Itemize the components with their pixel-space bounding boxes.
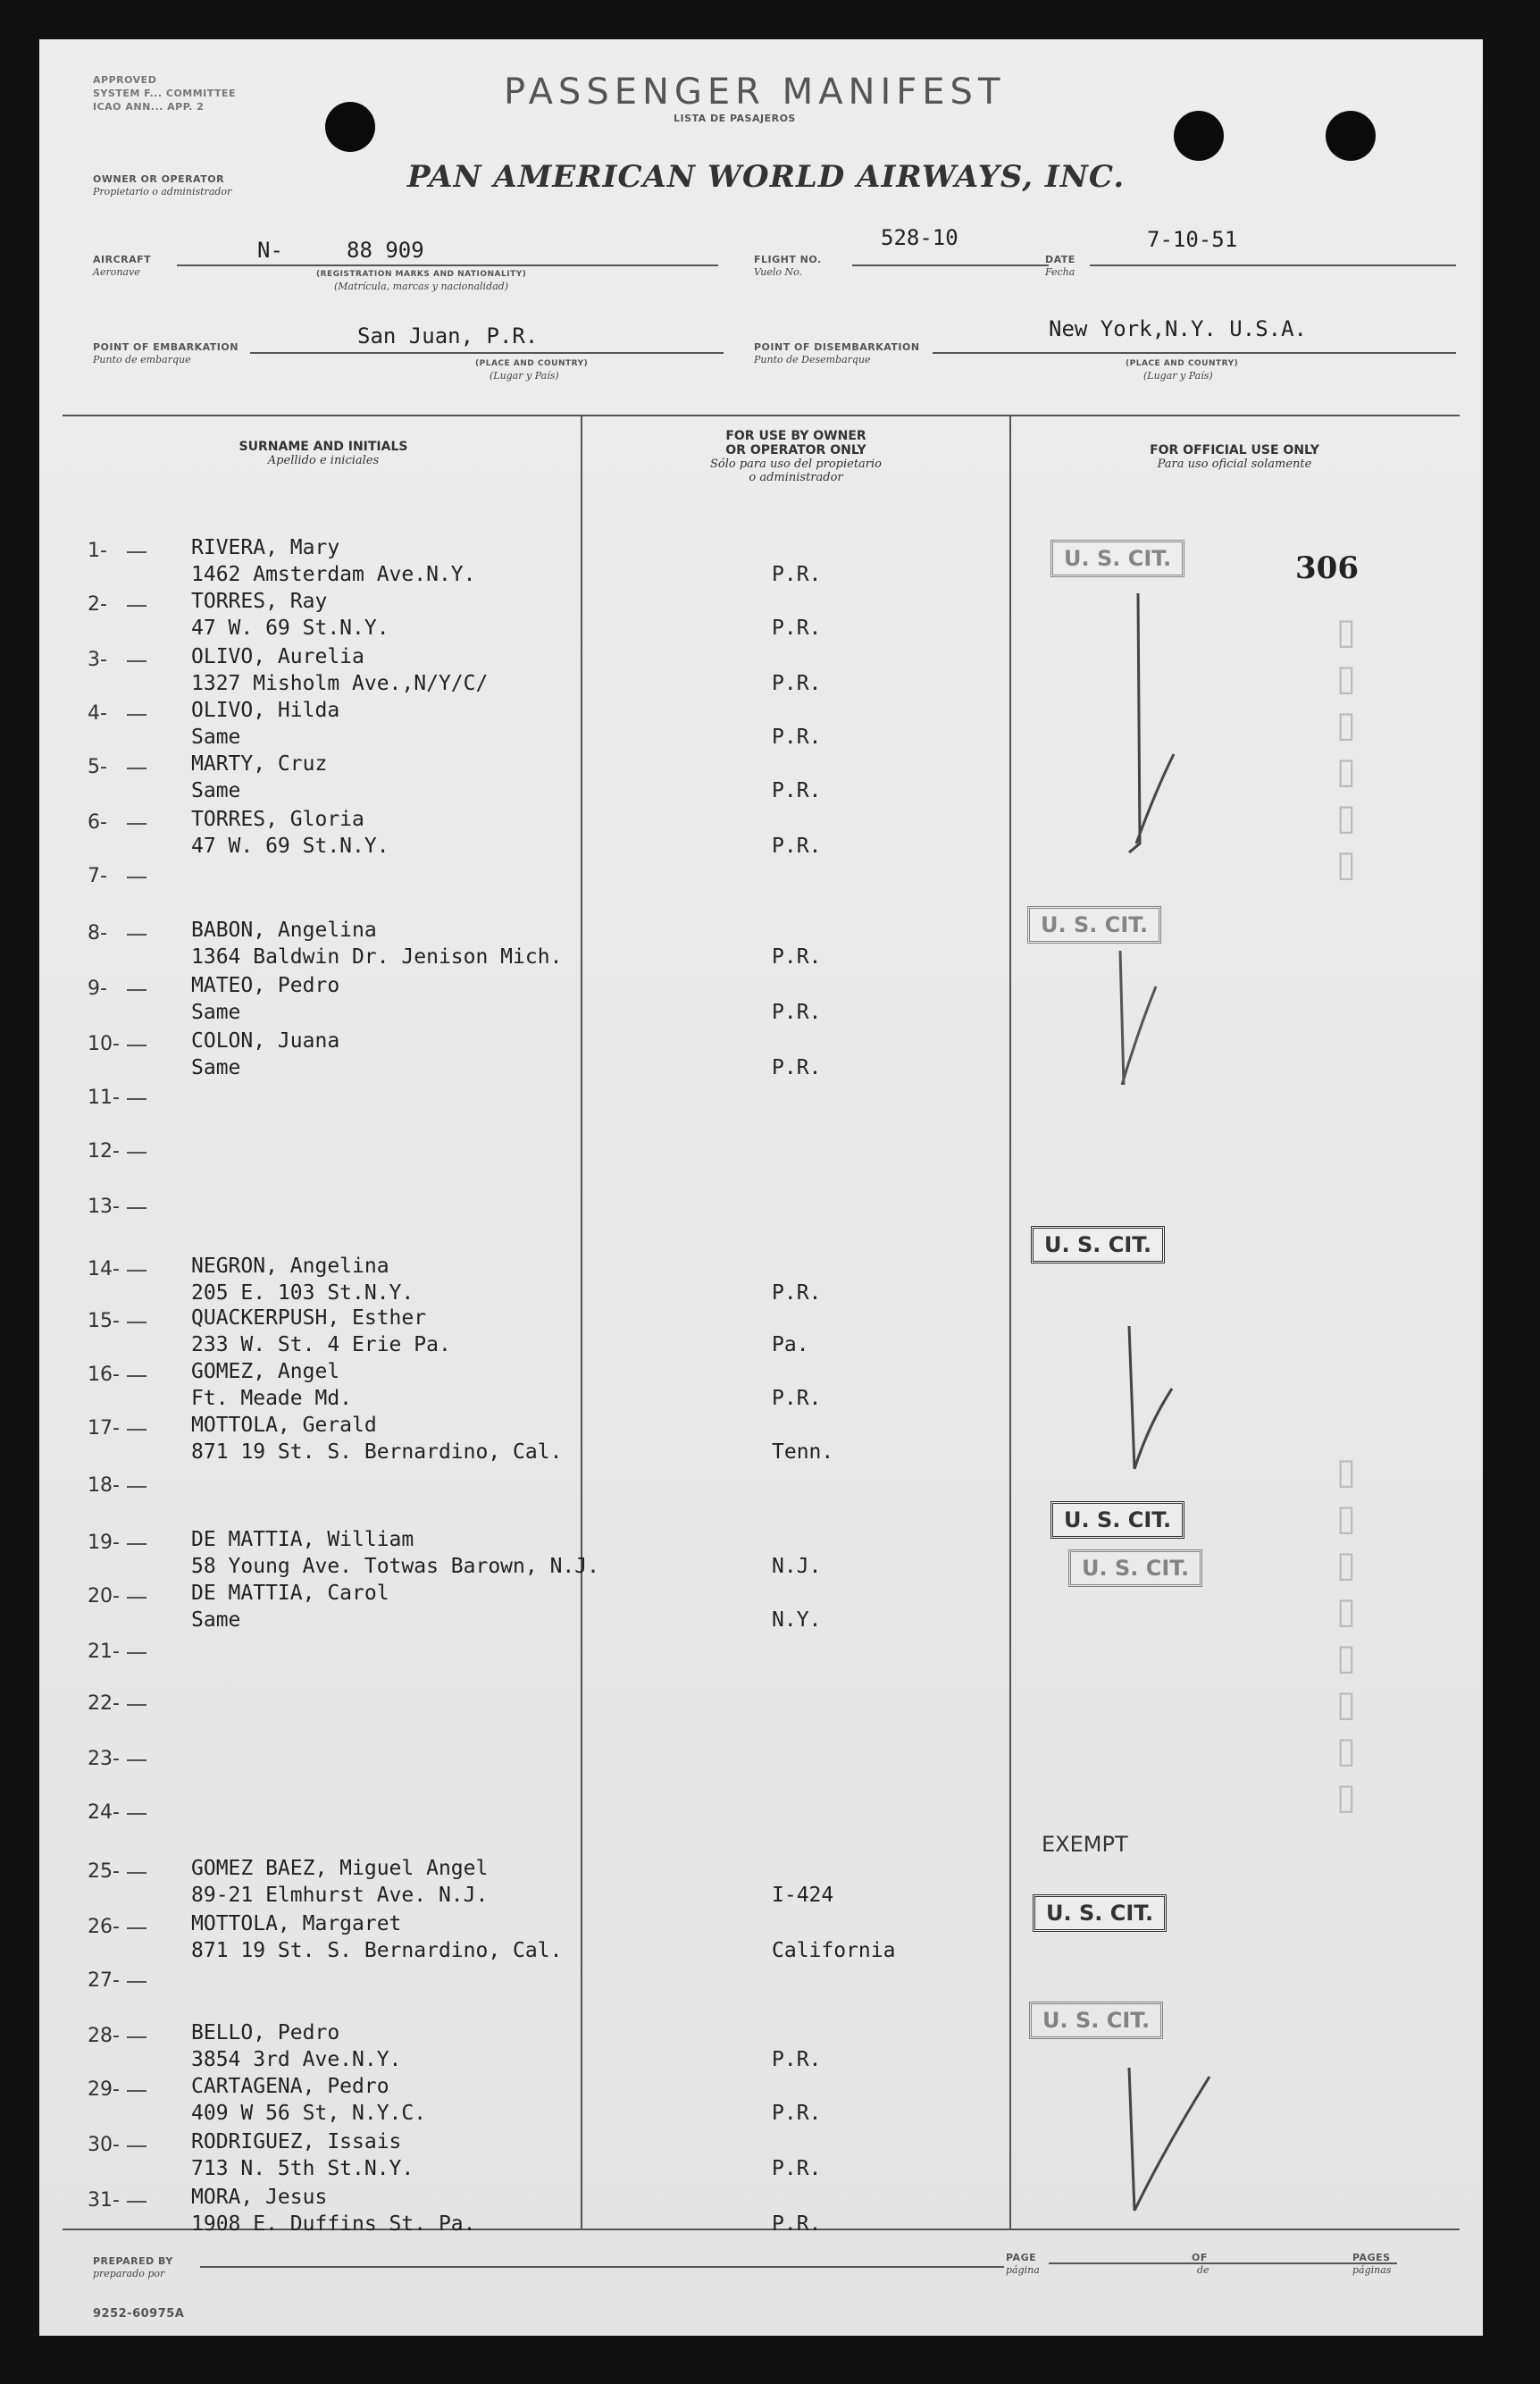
date-value: 7-10-51 bbox=[1147, 227, 1238, 252]
row-number: 15- bbox=[88, 1310, 141, 1332]
exempt-note: EXEMPT bbox=[1042, 1832, 1128, 1857]
column-header-label: FOR USE BY OWNER bbox=[725, 429, 866, 443]
page-label: PAGE bbox=[1006, 2252, 1037, 2263]
passenger-address: Same bbox=[191, 779, 241, 802]
embark-value: San Juan, P.R. bbox=[357, 323, 539, 348]
passenger-name: BABON, Angelina bbox=[191, 919, 377, 942]
passenger-name: QUACKERPUSH, Esther bbox=[191, 1306, 427, 1330]
row-number: 18- bbox=[88, 1474, 141, 1497]
row-number: 16- bbox=[88, 1364, 141, 1386]
check-mark bbox=[1067, 2041, 1218, 2229]
column-header-label: SURNAME AND INITIALS bbox=[239, 440, 408, 454]
aircraft-value: 88 909 bbox=[347, 238, 424, 263]
approval-note bbox=[93, 73, 236, 113]
us-citizen-stamp: U. S. CIT. bbox=[1027, 906, 1161, 944]
row-number: 1- bbox=[88, 540, 141, 562]
operator-note: N.Y. bbox=[772, 1608, 822, 1632]
page-label-es: página bbox=[1006, 2264, 1040, 2276]
us-citizen-stamp: U. S. CIT. bbox=[1068, 1549, 1202, 1587]
row-number: 6- bbox=[88, 811, 141, 834]
aircraft-label-es: Aeronave bbox=[93, 266, 140, 278]
row-number: 30- bbox=[88, 2134, 141, 2156]
passenger-name: BELLO, Pedro bbox=[191, 2021, 340, 2044]
flight-label: FLIGHT NO. bbox=[754, 254, 822, 265]
passenger-address: Same bbox=[191, 1001, 241, 1024]
row-number: 23- bbox=[88, 1748, 141, 1770]
passenger-name: MOTTOLA, Gerald bbox=[191, 1414, 377, 1437]
operator-note: I-424 bbox=[772, 1884, 834, 1907]
passenger-address: 3854 3rd Ave.N.Y. bbox=[191, 2048, 402, 2071]
operator-note: P.R. bbox=[772, 945, 822, 969]
passenger-address: 47 W. 69 St.N.Y. bbox=[191, 835, 389, 858]
row-number: 26- bbox=[88, 1916, 141, 1938]
operator-note: P.R. bbox=[772, 672, 822, 695]
passenger-address: 89-21 Elmhurst Ave. N.J. bbox=[191, 1884, 489, 1907]
page-title: PASSENGER MANIFEST bbox=[504, 71, 1006, 113]
prepared-label-es: preparado por bbox=[93, 2268, 165, 2279]
row-number: 9- bbox=[88, 978, 141, 1000]
row-number: 11- bbox=[88, 1087, 141, 1109]
passenger-address: 47 W. 69 St.N.Y. bbox=[191, 617, 389, 640]
us-citizen-stamp: U. S. CIT. bbox=[1031, 1226, 1165, 1263]
embark-label: POINT OF EMBARKATION bbox=[93, 341, 239, 353]
aircraft-label: AIRCRAFT bbox=[93, 254, 152, 265]
passenger-name: RODRIGUEZ, Issais bbox=[191, 2130, 402, 2153]
us-citizen-stamp: U. S. CIT. bbox=[1033, 1894, 1167, 1932]
operator-note: P.R. bbox=[772, 1001, 822, 1024]
approval-line: SYSTEM F... COMMITTEE bbox=[93, 88, 237, 99]
punch-hole bbox=[1174, 111, 1224, 161]
disembark-label-es: Punto de Desembarque bbox=[754, 354, 871, 365]
row-number: 7- bbox=[88, 865, 141, 887]
passenger-address: 409 W 56 St, N.Y.C. bbox=[191, 2102, 427, 2125]
passenger-address: 871 19 St. S. Bernardino, Cal. bbox=[191, 1440, 563, 1464]
approval-line: ICAO ANN... APP. 2 bbox=[93, 101, 205, 113]
passenger-address: Same bbox=[191, 1608, 241, 1632]
date-label: DATE bbox=[1045, 254, 1075, 265]
operator-note: P.R. bbox=[772, 617, 822, 640]
owner-value: PAN AMERICAN WORLD AIRWAYS, INC. bbox=[407, 159, 1126, 195]
passenger-address: 233 W. St. 4 Erie Pa. bbox=[191, 1333, 451, 1356]
disembark-note-es: (Lugar y País) bbox=[1143, 370, 1213, 382]
disembark-note: (PLACE AND COUNTRY) bbox=[1126, 359, 1239, 368]
form-number: 9252-60975A bbox=[93, 2307, 185, 2321]
passenger-address: 1327 Misholm Ave.,N/Y/C/ bbox=[191, 672, 489, 695]
passenger-name: MOTTOLA, Margaret bbox=[191, 1912, 402, 1935]
column-header-label-es: Para uso oficial solamente bbox=[1157, 457, 1312, 471]
passenger-name: TORRES, Gloria bbox=[191, 808, 364, 831]
passenger-name: COLON, Juana bbox=[191, 1029, 340, 1053]
operator-note: P.R. bbox=[772, 1281, 822, 1305]
row-number: 29- bbox=[88, 2078, 141, 2101]
passenger-name: GOMEZ BAEZ, Miguel Angel bbox=[191, 1857, 489, 1880]
row-number: 21- bbox=[88, 1641, 141, 1663]
row-number: 5- bbox=[88, 756, 141, 778]
bleed-through-mark: ▯▯▯▯▯▯▯▯ bbox=[1326, 1451, 1367, 1823]
row-number: 14- bbox=[88, 1258, 141, 1280]
owner-label-es: Propietario o administrador bbox=[93, 186, 232, 197]
operator-note: P.R. bbox=[772, 2048, 822, 2071]
row-number: 3- bbox=[88, 649, 141, 671]
embark-note: (PLACE AND COUNTRY) bbox=[475, 359, 589, 368]
passenger-address: 1462 Amsterdam Ave.N.Y. bbox=[191, 563, 476, 586]
flight-value: 528-10 bbox=[881, 225, 958, 250]
check-mark bbox=[1067, 1290, 1192, 1487]
operator-note: P.R. bbox=[772, 1387, 822, 1410]
aircraft-note-es: (Matrícula, marcas y nacionalidad) bbox=[334, 281, 508, 292]
operator-note: P.R. bbox=[772, 2212, 822, 2236]
disembark-label: POINT OF DISEMBARKATION bbox=[754, 341, 920, 353]
column-header-official bbox=[1011, 443, 1458, 471]
passenger-name: DE MATTIA, William bbox=[191, 1528, 414, 1551]
pages-label-es: páginas bbox=[1352, 2264, 1392, 2276]
column-header-label: OR OPERATOR ONLY bbox=[725, 443, 866, 457]
row-number: 24- bbox=[88, 1801, 141, 1824]
operator-note: N.J. bbox=[772, 1555, 822, 1578]
passenger-name: OLIVO, Hilda bbox=[191, 699, 340, 722]
us-citizen-stamp: U. S. CIT. bbox=[1050, 540, 1184, 577]
row-number: 22- bbox=[88, 1692, 141, 1715]
aircraft-prefix: N- bbox=[257, 238, 283, 263]
column-header-operator bbox=[582, 429, 1009, 484]
operator-note: Tenn. bbox=[772, 1440, 834, 1464]
column-header-label: FOR OFFICIAL USE ONLY bbox=[1150, 443, 1319, 457]
passenger-address: 1364 Baldwin Dr. Jenison Mich. bbox=[191, 945, 563, 969]
operator-note: P.R. bbox=[772, 563, 822, 586]
check-mark bbox=[1067, 933, 1174, 1103]
passenger-name: MATEO, Pedro bbox=[191, 974, 340, 997]
row-number: 12- bbox=[88, 1140, 141, 1163]
passenger-address: 1908 E. Duffins St. Pa. bbox=[191, 2212, 476, 2236]
pages-label: PAGES bbox=[1352, 2252, 1391, 2263]
row-number: 4- bbox=[88, 702, 141, 725]
operator-note: P.R. bbox=[772, 779, 822, 802]
disembark-value: New York,N.Y. U.S.A. bbox=[1049, 316, 1307, 341]
column-header-label-es: o administrador bbox=[749, 471, 843, 484]
passenger-name: NEGRON, Angelina bbox=[191, 1255, 389, 1278]
owner-label: OWNER OR OPERATOR bbox=[93, 173, 225, 185]
flight-label-es: Vuelo No. bbox=[754, 266, 803, 278]
passenger-name: GOMEZ, Angel bbox=[191, 1360, 340, 1383]
column-header-surname bbox=[66, 440, 581, 467]
operator-note: California bbox=[772, 1939, 896, 1962]
row-number: 20- bbox=[88, 1585, 141, 1608]
passenger-address: 58 Young Ave. Totwas Barown, N.J. bbox=[191, 1555, 599, 1578]
passenger-address: Same bbox=[191, 1056, 241, 1079]
us-citizen-stamp: U. S. CIT. bbox=[1050, 1501, 1184, 1539]
row-number: 8- bbox=[88, 922, 141, 944]
punch-hole bbox=[325, 102, 375, 152]
embark-label-es: Punto de embarque bbox=[93, 354, 191, 365]
bleed-through-mark: ▯▯▯▯▯▯ bbox=[1326, 611, 1367, 890]
approval-line: APPROVED bbox=[93, 74, 157, 86]
date-label-es: Fecha bbox=[1045, 266, 1075, 278]
us-citizen-stamp: U. S. CIT. bbox=[1029, 2002, 1163, 2039]
operator-note: P.R. bbox=[772, 2102, 822, 2125]
passenger-name: DE MATTIA, Carol bbox=[191, 1582, 389, 1605]
row-number: 13- bbox=[88, 1196, 141, 1218]
operator-note: P.R. bbox=[772, 726, 822, 749]
passenger-address: 205 E. 103 St.N.Y. bbox=[191, 1281, 414, 1305]
row-number: 19- bbox=[88, 1532, 141, 1554]
column-header-label-es: Apellido e iniciales bbox=[267, 454, 380, 467]
passenger-name: RIVERA, Mary bbox=[191, 536, 340, 559]
aircraft-note: (REGISTRATION MARKS AND NATIONALITY) bbox=[316, 270, 527, 279]
of-label: OF bbox=[1192, 2252, 1208, 2263]
passenger-name: OLIVO, Aurelia bbox=[191, 645, 364, 668]
row-number: 25- bbox=[88, 1860, 141, 1883]
passenger-address: 871 19 St. S. Bernardino, Cal. bbox=[191, 1939, 563, 1962]
row-number: 17- bbox=[88, 1417, 141, 1440]
embark-note-es: (Lugar y País) bbox=[490, 370, 559, 382]
prepared-label: PREPARED BY bbox=[93, 2255, 173, 2267]
passenger-address: 713 N. 5th St.N.Y. bbox=[191, 2157, 414, 2180]
row-number: 28- bbox=[88, 2025, 141, 2047]
check-mark bbox=[1067, 575, 1209, 861]
passenger-count: 306 bbox=[1295, 550, 1359, 586]
row-number: 27- bbox=[88, 1969, 141, 1992]
passenger-name: MORA, Jesus bbox=[191, 2186, 328, 2209]
operator-note: P.R. bbox=[772, 1056, 822, 1079]
operator-note: Pa. bbox=[772, 1333, 809, 1356]
of-label-es: de bbox=[1197, 2264, 1209, 2276]
operator-note: P.R. bbox=[772, 835, 822, 858]
passenger-name: TORRES, Ray bbox=[191, 590, 328, 613]
column-header-label-es: Sólo para uso del propietario bbox=[709, 457, 883, 471]
page-title-es: LISTA DE PASAJEROS bbox=[674, 113, 796, 124]
passenger-name: MARTY, Cruz bbox=[191, 752, 328, 776]
row-number: 31- bbox=[88, 2189, 141, 2212]
row-number: 2- bbox=[88, 593, 141, 616]
passenger-name: CARTAGENA, Pedro bbox=[191, 2075, 389, 2098]
manifest-sheet bbox=[39, 39, 1483, 2336]
passenger-address: Same bbox=[191, 726, 241, 749]
punch-hole bbox=[1326, 111, 1376, 161]
passenger-address: Ft. Meade Md. bbox=[191, 1387, 353, 1410]
operator-note: P.R. bbox=[772, 2157, 822, 2180]
row-number: 10- bbox=[88, 1033, 141, 1055]
